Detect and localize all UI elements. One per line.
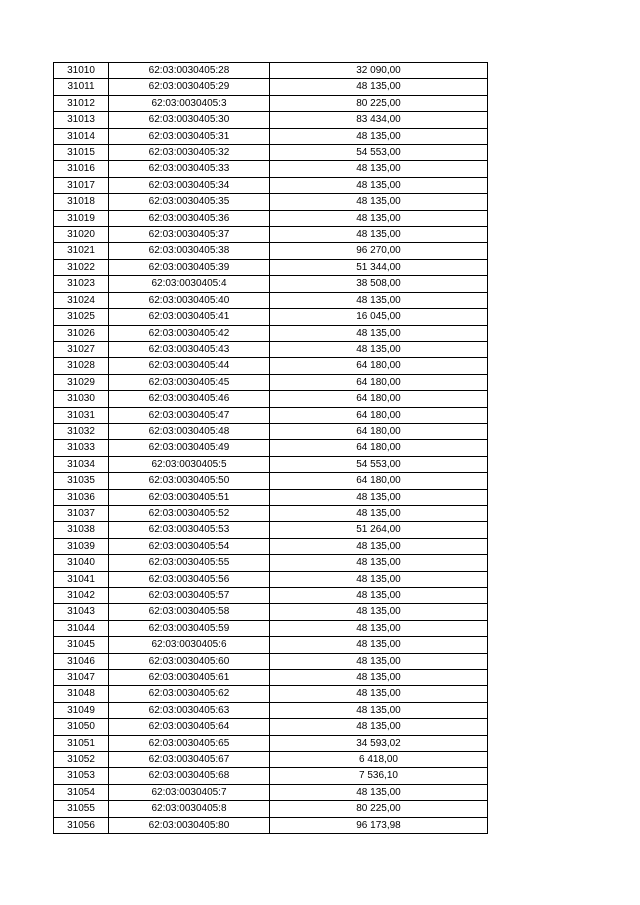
cadastral-value-table <box>53 62 488 834</box>
cadastral-number-cell: 62:03:0030405:34 <box>109 177 270 193</box>
table-row <box>54 784 488 800</box>
row-number-cell: 31016 <box>54 161 109 177</box>
row-number-cell: 31054 <box>54 784 109 800</box>
table-row <box>54 473 488 489</box>
value-cell: 48 135,00 <box>270 637 488 653</box>
cadastral-number-cell: 62:03:0030405:30 <box>109 112 270 128</box>
row-number-cell: 31052 <box>54 752 109 768</box>
row-number-cell: 31049 <box>54 702 109 718</box>
cadastral-number-cell: 62:03:0030405:49 <box>109 440 270 456</box>
cadastral-number-cell: 62:03:0030405:33 <box>109 161 270 177</box>
table-row <box>54 440 488 456</box>
row-number-cell: 31020 <box>54 227 109 243</box>
cadastral-number-cell: 62:03:0030405:36 <box>109 210 270 226</box>
table-row <box>54 653 488 669</box>
row-number-cell: 31023 <box>54 276 109 292</box>
cadastral-number-cell: 62:03:0030405:52 <box>109 505 270 521</box>
table-row <box>54 768 488 784</box>
table-row <box>54 702 488 718</box>
cadastral-number-cell: 62:03:0030405:60 <box>109 653 270 669</box>
table-body <box>54 63 488 834</box>
value-cell: 83 434,00 <box>270 112 488 128</box>
cadastral-number-cell: 62:03:0030405:48 <box>109 423 270 439</box>
row-number-cell: 31055 <box>54 801 109 817</box>
row-number-cell: 31026 <box>54 325 109 341</box>
value-cell: 64 180,00 <box>270 358 488 374</box>
cadastral-number-cell: 62:03:0030405:41 <box>109 309 270 325</box>
cadastral-number-cell: 62:03:0030405:63 <box>109 702 270 718</box>
cadastral-number-cell: 62:03:0030405:47 <box>109 407 270 423</box>
table-row <box>54 735 488 751</box>
cadastral-number-cell: 62:03:0030405:53 <box>109 522 270 538</box>
table-row <box>54 538 488 554</box>
cadastral-number-cell: 62:03:0030405:8 <box>109 801 270 817</box>
value-cell: 48 135,00 <box>270 79 488 95</box>
table-row <box>54 210 488 226</box>
value-cell: 51 264,00 <box>270 522 488 538</box>
row-number-cell: 31025 <box>54 309 109 325</box>
cadastral-number-cell: 62:03:0030405:46 <box>109 391 270 407</box>
row-number-cell: 31019 <box>54 210 109 226</box>
value-cell: 7 536,10 <box>270 768 488 784</box>
row-number-cell: 31014 <box>54 128 109 144</box>
row-number-cell: 31030 <box>54 391 109 407</box>
table-row <box>54 456 488 472</box>
value-cell: 64 180,00 <box>270 473 488 489</box>
table-row <box>54 325 488 341</box>
value-cell: 32 090,00 <box>270 63 488 79</box>
table-row <box>54 670 488 686</box>
cadastral-number-cell: 62:03:0030405:57 <box>109 588 270 604</box>
value-cell: 64 180,00 <box>270 374 488 390</box>
row-number-cell: 31040 <box>54 555 109 571</box>
row-number-cell: 31022 <box>54 259 109 275</box>
row-number-cell: 31051 <box>54 735 109 751</box>
cadastral-number-cell: 62:03:0030405:61 <box>109 670 270 686</box>
value-cell: 48 135,00 <box>270 128 488 144</box>
table-row <box>54 752 488 768</box>
row-number-cell: 31043 <box>54 604 109 620</box>
cadastral-number-cell: 62:03:0030405:80 <box>109 817 270 833</box>
table-row <box>54 817 488 833</box>
value-cell: 48 135,00 <box>270 571 488 587</box>
value-cell: 48 135,00 <box>270 177 488 193</box>
row-number-cell: 31033 <box>54 440 109 456</box>
value-cell: 96 173,98 <box>270 817 488 833</box>
value-cell: 48 135,00 <box>270 588 488 604</box>
row-number-cell: 31048 <box>54 686 109 702</box>
table-row <box>54 177 488 193</box>
cadastral-number-cell: 62:03:0030405:37 <box>109 227 270 243</box>
row-number-cell: 31042 <box>54 588 109 604</box>
table-row <box>54 227 488 243</box>
cadastral-number-cell: 62:03:0030405:40 <box>109 292 270 308</box>
cadastral-number-cell: 62:03:0030405:68 <box>109 768 270 784</box>
row-number-cell: 31032 <box>54 423 109 439</box>
table-row <box>54 243 488 259</box>
cadastral-number-cell: 62:03:0030405:39 <box>109 259 270 275</box>
row-number-cell: 31053 <box>54 768 109 784</box>
table-row <box>54 95 488 111</box>
value-cell: 51 344,00 <box>270 259 488 275</box>
cadastral-number-cell: 62:03:0030405:62 <box>109 686 270 702</box>
table-row <box>54 423 488 439</box>
value-cell: 48 135,00 <box>270 325 488 341</box>
row-number-cell: 31031 <box>54 407 109 423</box>
table-row <box>54 341 488 357</box>
value-cell: 48 135,00 <box>270 670 488 686</box>
table-row <box>54 161 488 177</box>
table-row <box>54 63 488 79</box>
table-row <box>54 276 488 292</box>
row-number-cell: 31021 <box>54 243 109 259</box>
value-cell: 48 135,00 <box>270 604 488 620</box>
row-number-cell: 31029 <box>54 374 109 390</box>
row-number-cell: 31010 <box>54 63 109 79</box>
value-cell: 48 135,00 <box>270 292 488 308</box>
row-number-cell: 31037 <box>54 505 109 521</box>
table-row <box>54 407 488 423</box>
cadastral-number-cell: 62:03:0030405:7 <box>109 784 270 800</box>
value-cell: 48 135,00 <box>270 161 488 177</box>
cadastral-number-cell: 62:03:0030405:67 <box>109 752 270 768</box>
row-number-cell: 31041 <box>54 571 109 587</box>
table-row <box>54 128 488 144</box>
table-row <box>54 391 488 407</box>
value-cell: 48 135,00 <box>270 620 488 636</box>
cadastral-number-cell: 62:03:0030405:65 <box>109 735 270 751</box>
value-cell: 34 593,02 <box>270 735 488 751</box>
value-cell: 80 225,00 <box>270 801 488 817</box>
table-row <box>54 719 488 735</box>
table-row <box>54 555 488 571</box>
value-cell: 16 045,00 <box>270 309 488 325</box>
table-row <box>54 505 488 521</box>
cadastral-number-cell: 62:03:0030405:50 <box>109 473 270 489</box>
row-number-cell: 31039 <box>54 538 109 554</box>
value-cell: 80 225,00 <box>270 95 488 111</box>
row-number-cell: 31024 <box>54 292 109 308</box>
table-row <box>54 522 488 538</box>
cadastral-number-cell: 62:03:0030405:43 <box>109 341 270 357</box>
cadastral-number-cell: 62:03:0030405:38 <box>109 243 270 259</box>
table-row <box>54 374 488 390</box>
value-cell: 48 135,00 <box>270 505 488 521</box>
value-cell: 48 135,00 <box>270 653 488 669</box>
value-cell: 48 135,00 <box>270 341 488 357</box>
value-cell: 48 135,00 <box>270 686 488 702</box>
table-row <box>54 292 488 308</box>
value-cell: 64 180,00 <box>270 423 488 439</box>
table-row <box>54 489 488 505</box>
table-row <box>54 259 488 275</box>
cadastral-number-cell: 62:03:0030405:58 <box>109 604 270 620</box>
table-row <box>54 801 488 817</box>
table-row <box>54 686 488 702</box>
value-cell: 48 135,00 <box>270 194 488 210</box>
table-row <box>54 358 488 374</box>
row-number-cell: 31035 <box>54 473 109 489</box>
table-row <box>54 145 488 161</box>
value-cell: 64 180,00 <box>270 440 488 456</box>
table-row <box>54 604 488 620</box>
row-number-cell: 31050 <box>54 719 109 735</box>
cadastral-number-cell: 62:03:0030405:6 <box>109 637 270 653</box>
value-cell: 6 418,00 <box>270 752 488 768</box>
cadastral-number-cell: 62:03:0030405:56 <box>109 571 270 587</box>
cadastral-number-cell: 62:03:0030405:51 <box>109 489 270 505</box>
value-cell: 64 180,00 <box>270 391 488 407</box>
cadastral-number-cell: 62:03:0030405:31 <box>109 128 270 144</box>
row-number-cell: 31018 <box>54 194 109 210</box>
cadastral-number-cell: 62:03:0030405:44 <box>109 358 270 374</box>
row-number-cell: 31011 <box>54 79 109 95</box>
value-cell: 48 135,00 <box>270 489 488 505</box>
cadastral-number-cell: 62:03:0030405:29 <box>109 79 270 95</box>
value-cell: 54 553,00 <box>270 456 488 472</box>
row-number-cell: 31034 <box>54 456 109 472</box>
table-row <box>54 571 488 587</box>
table-row <box>54 309 488 325</box>
value-cell: 38 508,00 <box>270 276 488 292</box>
row-number-cell: 31028 <box>54 358 109 374</box>
cadastral-number-cell: 62:03:0030405:4 <box>109 276 270 292</box>
cadastral-number-cell: 62:03:0030405:54 <box>109 538 270 554</box>
cadastral-number-cell: 62:03:0030405:42 <box>109 325 270 341</box>
row-number-cell: 31017 <box>54 177 109 193</box>
table-row <box>54 194 488 210</box>
row-number-cell: 31047 <box>54 670 109 686</box>
row-number-cell: 31045 <box>54 637 109 653</box>
row-number-cell: 31027 <box>54 341 109 357</box>
value-cell: 48 135,00 <box>270 210 488 226</box>
row-number-cell: 31044 <box>54 620 109 636</box>
table-row <box>54 637 488 653</box>
table-row <box>54 112 488 128</box>
row-number-cell: 31013 <box>54 112 109 128</box>
table-row <box>54 79 488 95</box>
row-number-cell: 31012 <box>54 95 109 111</box>
cadastral-number-cell: 62:03:0030405:45 <box>109 374 270 390</box>
value-cell: 48 135,00 <box>270 538 488 554</box>
cadastral-number-cell: 62:03:0030405:59 <box>109 620 270 636</box>
value-cell: 48 135,00 <box>270 702 488 718</box>
cadastral-number-cell: 62:03:0030405:5 <box>109 456 270 472</box>
row-number-cell: 31046 <box>54 653 109 669</box>
value-cell: 48 135,00 <box>270 784 488 800</box>
value-cell: 54 553,00 <box>270 145 488 161</box>
value-cell: 48 135,00 <box>270 227 488 243</box>
row-number-cell: 31038 <box>54 522 109 538</box>
row-number-cell: 31015 <box>54 145 109 161</box>
row-number-cell: 31056 <box>54 817 109 833</box>
table-row <box>54 620 488 636</box>
cadastral-number-cell: 62:03:0030405:35 <box>109 194 270 210</box>
value-cell: 48 135,00 <box>270 555 488 571</box>
cadastral-number-cell: 62:03:0030405:64 <box>109 719 270 735</box>
row-number-cell: 31036 <box>54 489 109 505</box>
cadastral-number-cell: 62:03:0030405:32 <box>109 145 270 161</box>
value-cell: 64 180,00 <box>270 407 488 423</box>
table-row <box>54 588 488 604</box>
value-cell: 48 135,00 <box>270 719 488 735</box>
cadastral-number-cell: 62:03:0030405:3 <box>109 95 270 111</box>
cadastral-number-cell: 62:03:0030405:28 <box>109 63 270 79</box>
value-cell: 96 270,00 <box>270 243 488 259</box>
cadastral-number-cell: 62:03:0030405:55 <box>109 555 270 571</box>
